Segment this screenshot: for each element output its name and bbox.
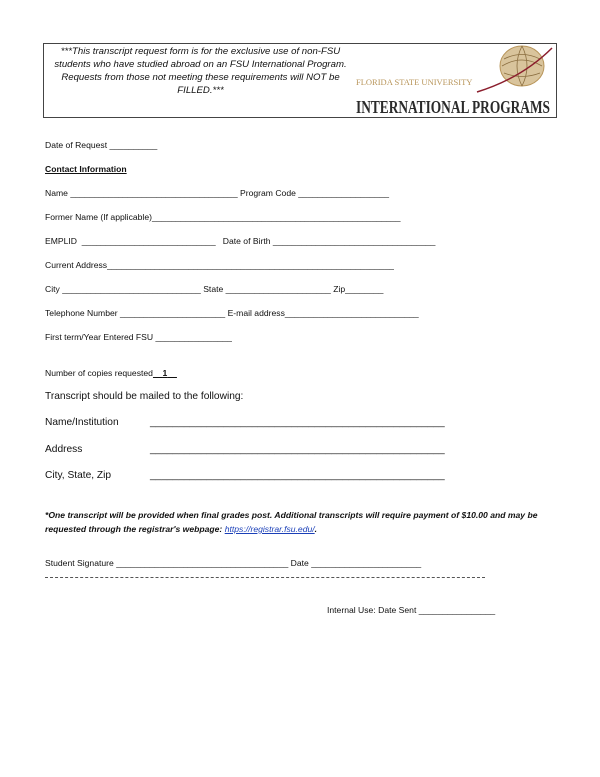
name-row (45, 187, 389, 199)
former-name-label: Former Name (If applicable) (45, 212, 152, 222)
name-field[interactable]: ___________________________________ (67, 188, 240, 198)
date-of-request-field[interactable]: __________ (107, 140, 158, 150)
mail-to-heading: Transcript should be mailed to the following: (45, 391, 244, 402)
emplid-label: EMPLID (45, 236, 77, 246)
contact-information-heading: Contact Information (45, 164, 127, 174)
program-code-field[interactable]: ___________________ (295, 188, 390, 198)
email-field[interactable]: ____________________________ (284, 308, 419, 318)
internal-use-row (327, 604, 495, 616)
program-code-label: Program Code (240, 188, 296, 198)
mail-address-row (45, 444, 445, 456)
registrar-link[interactable]: https://registrar.fsu.edu/ (224, 524, 315, 534)
copies-field[interactable]: 1__ (162, 368, 177, 378)
mail-city-label: City, State, Zip (45, 470, 112, 481)
mail-city-row (45, 470, 445, 482)
state-field[interactable]: ______________________ (223, 284, 334, 294)
current-address-field[interactable]: ____________________________________________________________ (107, 260, 394, 270)
mail-address-field[interactable]: ____________________________________________________ (150, 444, 445, 455)
former-name-field[interactable]: ____________________________________________________ (151, 212, 401, 222)
internal-use-label: Internal Use: Date Sent (327, 605, 417, 615)
sig-date-field[interactable]: _______________________ (308, 558, 422, 568)
note-text: *One transcript will be provided when final grades post. Additional transcripts will require payment of $10.00 and may be requested through the registrar's webpage: (45, 510, 538, 534)
telephone-label: Telephone Number (45, 308, 118, 318)
telephone-field[interactable]: ______________________ (117, 308, 228, 318)
city-label: City (45, 284, 60, 294)
signature-row (45, 557, 421, 569)
mail-address-label: Address (45, 444, 83, 455)
dob-label: Date of Birth (222, 236, 271, 246)
copies-row (45, 367, 177, 379)
state-label: State (203, 284, 224, 294)
sig-date-label: Date (290, 558, 309, 568)
city-state-zip-row (45, 283, 383, 295)
signature-field[interactable]: ____________________________________ (113, 558, 291, 568)
date-of-request-label: Date of Request (45, 140, 108, 150)
telephone-email-row (45, 307, 419, 319)
mail-name-field[interactable]: ____________________________________________________ (150, 417, 445, 428)
emplid-field[interactable]: ____________________________ (77, 236, 223, 246)
mail-city-field[interactable]: ____________________________________________________ (150, 470, 445, 481)
additional-transcripts-note: *One transcript will be provided when final grades post. Additional transcripts will require payment of $10.00 and may be requested through the registrar's webpage: https://registrar.fsu.edu/. (45, 510, 538, 534)
date-of-request-row (45, 139, 157, 151)
current-address-row (45, 259, 394, 271)
email-label: E-mail address (227, 308, 285, 318)
current-address-label: Current Address (45, 260, 108, 270)
fsu-international-programs-logo (352, 44, 556, 117)
zip-label: Zip (333, 284, 346, 294)
header-box (43, 43, 557, 118)
copies-label: Number of copies requested (45, 368, 153, 378)
zip-field[interactable]: ________ (345, 284, 384, 294)
eligibility-notice: ***This transcript request form is for the exclusive use of non-FSU students who have studied abroad on an FSU International Program. Requests from those not meeting these requirements will NOT be FILLED.*** (54, 46, 347, 96)
name-label: Name (45, 188, 68, 198)
logo-program-text: INTERNATIONAL PROGRAMS (356, 97, 550, 117)
internal-use-field[interactable]: ________________ (416, 605, 496, 615)
former-name-row (45, 211, 401, 223)
first-term-row (45, 331, 232, 343)
first-term-label: First term/Year Entered FSU (45, 332, 154, 342)
city-field[interactable]: _____________________________ (59, 284, 204, 294)
mail-name-row (45, 417, 445, 429)
first-term-field[interactable]: ________________ (153, 332, 232, 342)
logo-university-text: FLORIDA STATE UNIVERSITY (356, 77, 473, 87)
dob-field[interactable]: __________________________________ (270, 236, 436, 246)
signature-label: Student Signature (45, 558, 114, 568)
separator-line (45, 577, 485, 578)
mail-name-label: Name/Institution (45, 417, 119, 428)
emplid-row (45, 235, 435, 247)
